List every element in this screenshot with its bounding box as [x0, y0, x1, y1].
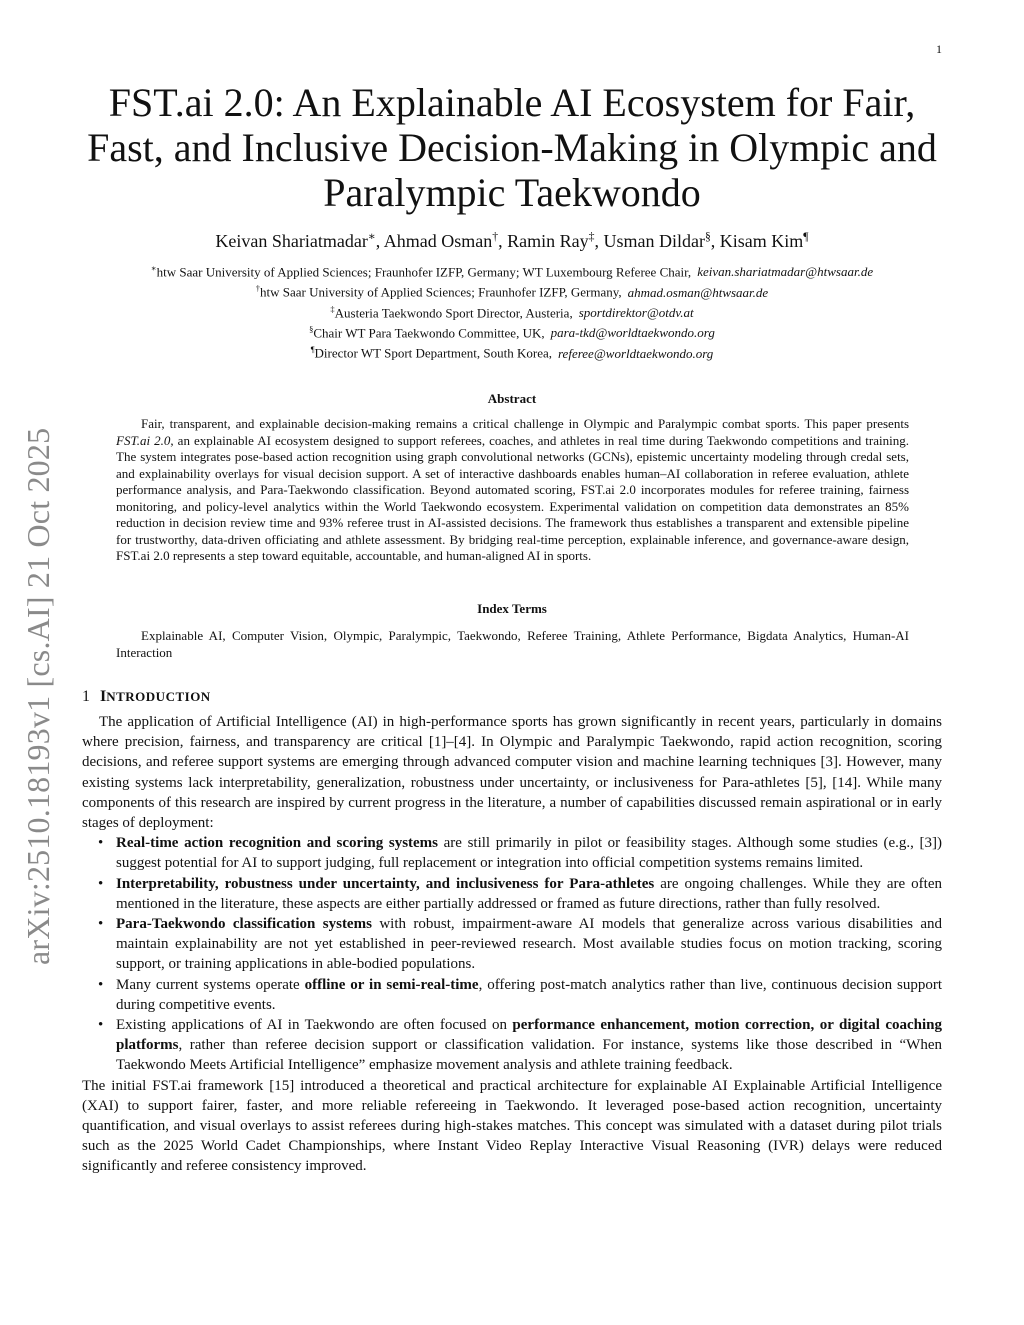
affiliation-line: †htw Saar University of Applied Sciences; Fraunhofer IZFP, Germany, ahmad.osman@htwsaar.de — [255, 283, 769, 300]
list-item: • Para-Taekwondo classification systems with robust, impairment-aware AI models that generalize across various disabilities and maintain explainability are not yet established in peer-reviewed research. Most available studies focus on motion tracking, scoring support, or training applications in able-bodied populations. — [98, 916, 942, 973]
affiliation-list — [60, 260, 964, 362]
author-email[interactable]: sportdirektor@otdv.at — [578, 304, 694, 320]
index-terms-text: Explainable AI, Computer Vision, Olympic, Paralympic, Taekwondo, Referee Training, Athlete Performance, Bigdata Analytics, Human-AI Interaction — [116, 628, 909, 660]
section-heading-introduction: 1 INTRODUCTION — [82, 688, 211, 705]
closing-paragraph: The initial FST.ai framework [15] introduced a theoretical and practical architecture for explainable AI Explainable Artificial Intelligence (XAI) to support fairer, faster, and more reliable refereeing in Taekwondo. It leveraged pose-based action recognition, uncertainty quantification, and visual overlays to assist referees during high-stakes matches. This concept was simulated with a dataset during pilot trials such as the 2025 World Cadet Championships, where Instant Video Replay Interactive Visual Reasoning (IVR) delays were reduced significantly and referee consistency improved. — [82, 1077, 942, 1175]
bullet-icon: • — [98, 1017, 104, 1034]
list-item: • Real-time action recognition and scoring systems are still primarily in pilot or feasibility stages. Although some studies (e.g., [3]) suggest potential for AI to support judging, full replacement or integration into official competition systems remains limited. — [98, 835, 942, 872]
author: Ahmad Osman† — [383, 230, 499, 251]
bullet-icon: • — [98, 835, 104, 852]
author: Kisam Kim¶ — [719, 230, 809, 251]
index-terms-heading: Index Terms — [477, 601, 547, 616]
bullet-icon: • — [98, 916, 104, 933]
list-item: • Many current systems operate offline or in semi-real-time, offering post-match analytics rather than live, continuous decision support during competitive events. — [98, 976, 942, 1013]
introduction-body — [82, 712, 942, 1177]
affiliation-line: ∗htw Saar University of Applied Sciences; Fraunhofer IZFP, Germany; WT Luxembourg Referee Chair, keivan.shariatmadar@htwsaar.de — [150, 263, 874, 280]
bullet-icon: • — [98, 976, 104, 993]
page-number: 1 — [936, 42, 942, 56]
affiliation-line: ‡Austeria Taekwondo Sport Director, Austeria, sportdirektor@otdv.at — [330, 303, 694, 320]
bullet-list — [82, 833, 942, 1075]
abstract-text: Fair, transparent, and explainable decision-making remains a critical challenge in Olympic and Paralympic combat sports. This paper presents FST.ai 2.0, an explainable AI ecosystem designed to support referees, coaches, and athletes in real time during Taekwondo competitions and training. The system integrates pose-based action recognition using graph convolutional networks (GCNs), epistemic uncertainty modeling through credal sets, and explainability overlays for visual decision support. A set of interactive dashboards enables human–AI collaboration in referee evaluation, athlete performance analysis, and Para-Taekwondo classification. Beyond automated scoring, FST.ai 2.0 incorporates modules for referee training, fairness monitoring, and policy-level analytics within the World Taekwondo ecosystem. Experimental validation on competition data demonstrates an 85% reduction in decision review time and 93% referee trust in AI-assisted decisions. The framework thus establishes a transparent and extensible pipeline for trustworthy, data-driven officiating and athlete assessment. By bridging real-time perception, explainable inference, and governance-aware design, FST.ai 2.0 represents a step toward equitable, accountable, and human-aligned AI in sports. — [116, 416, 909, 563]
list-item: • Existing applications of AI in Taekwondo are often focused on performance enhancement, motion correction, or digital coaching platforms, rather than referee decision support or classification validation. For instance, systems like those described in “When Taekwondo Meets Artificial Intelligence” emphasize movement analysis and athlete training feedback. — [98, 1017, 942, 1074]
author: Usman Dildar§ — [603, 230, 711, 251]
affiliation-line: ¶Director WT Sport Department, South Korea, referee@worldtaekwondo.org — [310, 344, 714, 361]
paper-title: FST.ai 2.0: An Explainable AI Ecosystem for Fair, Fast, and Inclusive Decision-Making in Olympic and Paralympic Taekwondo — [87, 80, 937, 215]
author-list: Keivan Shariatmadar∗, Ahmad Osman†, Ramin Ray‡, Usman Dildar§, Kisam Kim¶ — [215, 230, 809, 251]
author: Ramin Ray‡ — [507, 230, 595, 251]
intro-paragraph: The application of Artificial Intelligence (AI) in high-performance sports has grown significantly in recent years, particularly in domains where precision, fairness, and transparency are critical [1]–[4]. In Olympic and Paralympic Taekwondo, rapid action recognition, scoring decisions, and referee support systems are emerging through advanced computer vision and machine learning techniques [3]. However, many existing systems lack interpretability, generalization, robustness under uncertainty, or inclusiveness for Para-athletes [5], [14]. While many components of this research are inspired by current progress in the literature, a number of capabilities discussed remain aspirational or in early stages of deployment: — [82, 714, 942, 832]
author-email[interactable]: para-tkd@worldtaekwondo.org — [550, 325, 715, 341]
author: Keivan Shariatmadar∗ — [215, 230, 376, 251]
abstract-heading: Abstract — [487, 391, 537, 406]
affiliation-line: §Chair WT Para Taekwondo Committee, UK, para-tkd@worldtaekwondo.org — [309, 323, 715, 341]
list-item: • Interpretability, robustness under uncertainty, and inclusiveness for Para-athletes are ongoing challenges. While they are often mentioned in the literature, these aspects are either partially addressed or framed as future directions, rather than fully resolved. — [98, 875, 942, 912]
author-email[interactable]: ahmad.osman@htwsaar.de — [627, 284, 769, 300]
author-email[interactable]: keivan.shariatmadar@htwsaar.de — [697, 264, 874, 280]
bullet-icon: • — [98, 875, 104, 892]
arxiv-identifier-stamp[interactable]: arXiv:2510.18193v1 [cs.AI] 21 Oct 2025 — [20, 427, 56, 965]
author-email[interactable]: referee@worldtaekwondo.org — [557, 345, 714, 361]
